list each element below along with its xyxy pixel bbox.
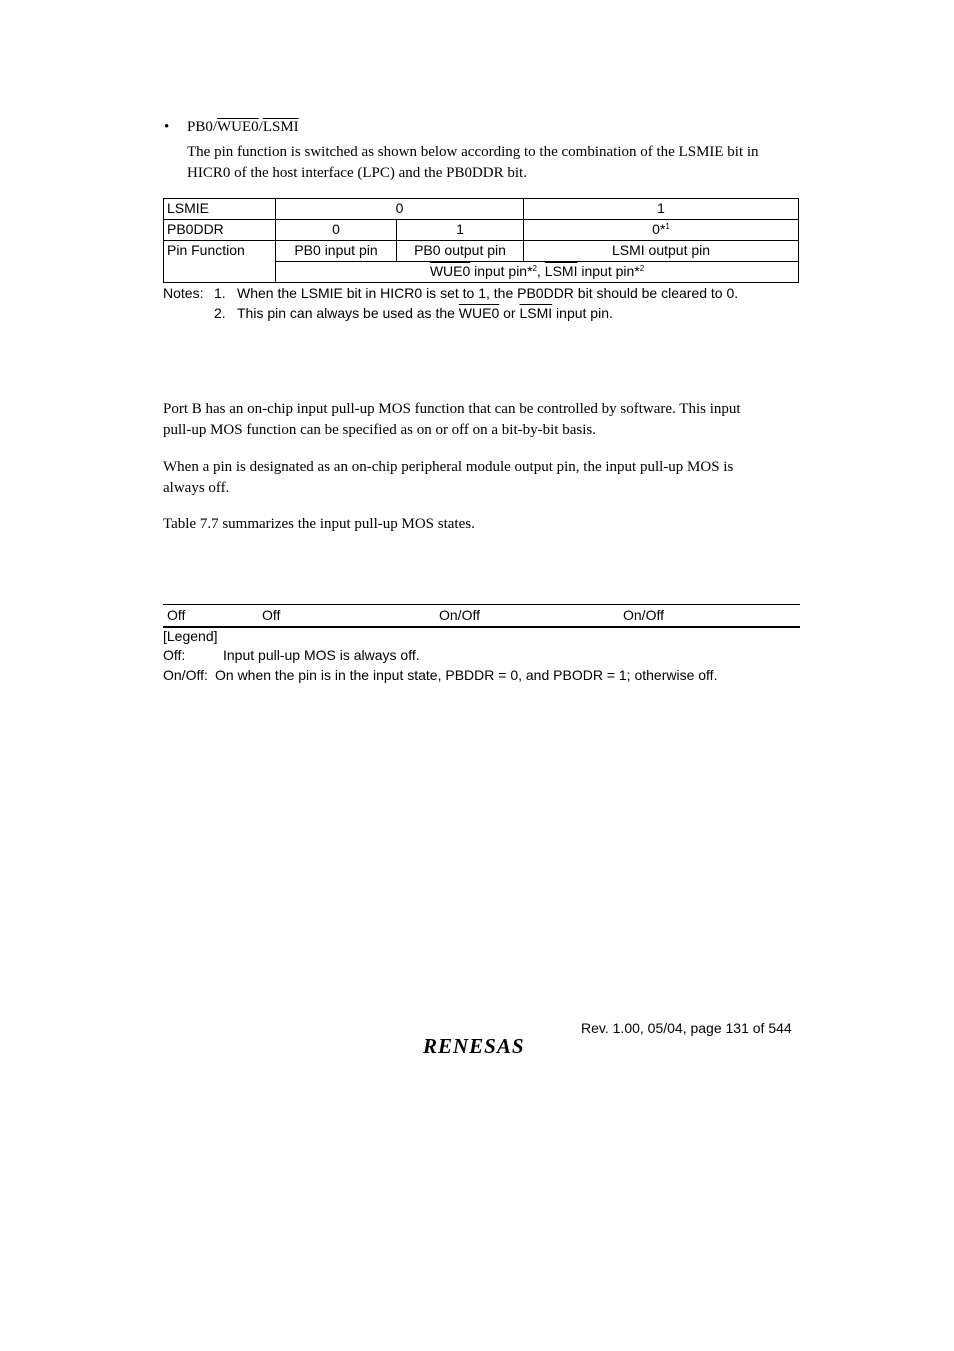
section-heading [187, 117, 299, 138]
note-1-text: When the LSMIE bit in HICR0 is set to 1, the PB0DDR bit should be cleared to 0. [237, 285, 739, 301]
renesas-logo: RENESAS [423, 1034, 525, 1058]
wue0-label: WUE0 [429, 263, 471, 279]
paragraph-1-line-1: Port B has an on-chip input pull-up MOS function that can be controlled by software. This input [163, 401, 741, 417]
legend-off-label: Off: [163, 647, 186, 663]
note-1-number: 1. [214, 285, 226, 301]
mos-cell-1: Off [167, 607, 186, 623]
heading-slash: / [258, 119, 263, 135]
cell-pinfunc-0: PB0 input pin [276, 241, 397, 262]
paragraph-3: Table 7.7 summarizes the input pull-up MOS states. [163, 516, 475, 532]
mos-cell-4: On/Off [623, 607, 664, 623]
cell-pb0ddr-1: 1 [397, 220, 524, 241]
note-2-text [237, 305, 613, 321]
note-ref: 2 [532, 264, 537, 273]
table-row [164, 220, 799, 241]
legend-onoff-label: On/Off: [163, 667, 208, 683]
paragraph-1-line-2: pull-up MOS function can be specified as on or off on a bit-by-bit basis. [163, 422, 596, 438]
legend-title: [Legend] [163, 628, 218, 644]
mos-cell-3: On/Off [439, 607, 480, 623]
cell-pb0ddr-2 [524, 220, 799, 241]
cell-pb0ddr-0: 0 [276, 220, 397, 241]
page-info: Rev. 1.00, 05/04, page 131 of 544 [581, 1020, 792, 1036]
note-2-number: 2. [214, 305, 226, 321]
note-mark: * [659, 221, 666, 237]
lsmi-label: LSMI [544, 263, 578, 279]
heading-pb0: PB0/ [187, 119, 218, 135]
text: input pin [577, 263, 635, 279]
separator: , [537, 263, 545, 279]
text: or [499, 305, 520, 321]
wue0-label: WUE0 [458, 305, 500, 321]
cell-lsmie-0: 0 [276, 199, 524, 220]
cell-pb0ddr-label: PB0DDR [164, 220, 276, 241]
note-ref: 1 [665, 222, 670, 231]
intro-line-1: The pin function is switched as shown below according to the combination of the LSMIE bit in [187, 144, 759, 160]
heading-wue0: WUE0 [217, 119, 259, 135]
text: input pin [470, 263, 528, 279]
cell-common-function [276, 262, 799, 283]
table-row [164, 199, 799, 220]
lsmi-label: LSMI [519, 305, 553, 321]
note-mark: * [527, 263, 533, 279]
cell-pinfunc-1: PB0 output pin [397, 241, 524, 262]
cell-lsmie-label: LSMIE [164, 199, 276, 220]
bullet: • [164, 119, 170, 135]
table-bottom-rule [163, 626, 800, 628]
heading-lsmi: LSMI [262, 119, 299, 135]
legend-off-text: Input pull-up MOS is always off. [223, 647, 420, 663]
cell-pinfunc-label: Pin Function [164, 241, 276, 283]
cell-value: 0 [652, 221, 660, 237]
legend-onoff-text: On when the pin is in the input state, PBDDR = 0, and PBODR = 1; otherwise off. [215, 667, 718, 683]
paragraph-2-line-1: When a pin is designated as an on-chip peripheral module output pin, the input pull-up MOS is [163, 459, 734, 475]
paragraph-2-line-2: always off. [163, 480, 230, 496]
table-top-rule [163, 604, 800, 605]
table-row [164, 241, 799, 262]
note-ref: 2 [639, 264, 645, 273]
cell-lsmie-1: 1 [524, 199, 799, 220]
text: input pin. [552, 305, 613, 321]
note-mark: * [634, 263, 640, 279]
text: This pin can always be used as the [237, 305, 459, 321]
pin-function-table [163, 198, 799, 283]
mos-cell-2: Off [262, 607, 281, 623]
cell-pinfunc-2: LSMI output pin [524, 241, 799, 262]
intro-line-2: HICR0 of the host interface (LPC) and the PB0DDR bit. [187, 165, 527, 181]
notes-label: Notes: [163, 285, 204, 301]
